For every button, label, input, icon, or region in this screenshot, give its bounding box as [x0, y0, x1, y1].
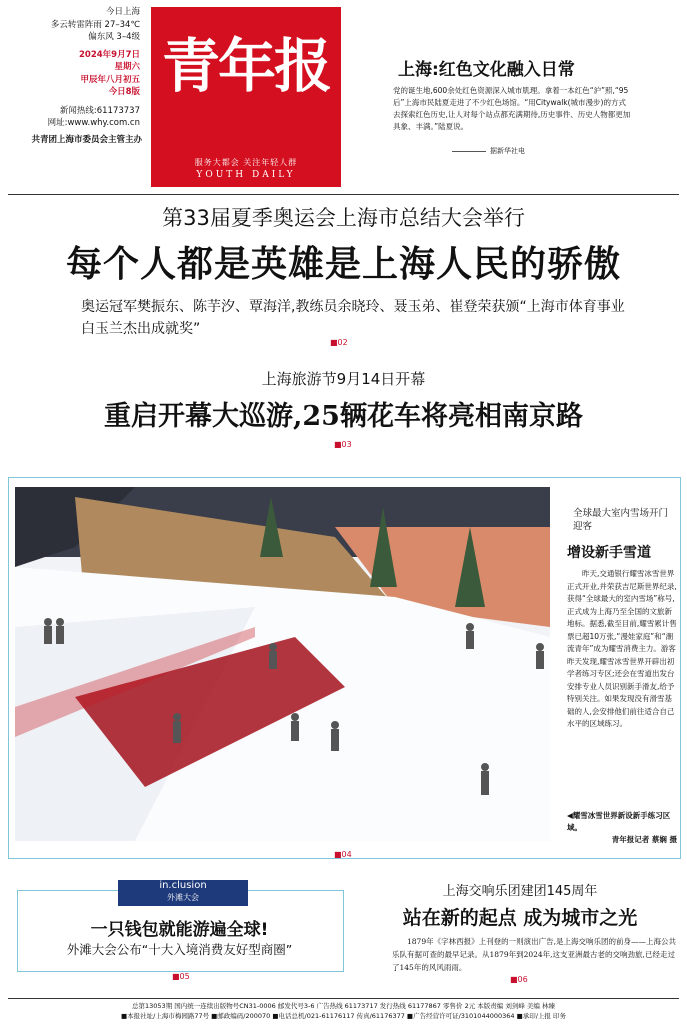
weather-city: 今日上海 [105, 7, 140, 17]
masthead-slogan: 服务大都会 关注年轻人群 [194, 158, 298, 167]
story1-page-ref[interactable]: ■02 [330, 338, 348, 347]
story3-headline: 增设新手雪道 [567, 545, 651, 561]
caption-text: ◀耀雪冰雪世界新设新手练习区域。 [567, 811, 671, 832]
weather-wind: 偏东风 3–4级 [88, 32, 140, 42]
weather-box [8, 6, 140, 146]
story3-body: 昨天,交通银行耀雪冰雪世界正式开业,并荣获吉尼斯世界纪录,获得“全球最大的室内雪场”称号,正式成为上海乃至全国的文旅新地标。据悉,截至目前,耀雪累计售票已超10万张,“漫娃家庭”和“潮流青年”成为耀雪消费主力。游客昨天发现,耀雪冰雪世界开辟出初学者练习专区;还会在雪道出发台安排专业人员识别新手滑友,给予特别关注。如果发现没有滑雪基础的人,会安排他们前往适合自己水平的区域练习。 [567, 569, 677, 728]
story1-deck: 奥运冠军樊振东、陈芋汐、覃海洋,教练员余晓玲、聂玉弟、崔登荣获颁“上海市体育事业白玉兰杰出成就奖” [81, 299, 625, 337]
issue-page-count: 今日8版 [108, 87, 140, 97]
story1-headline: 每个人都是英雄是上海人民的骄傲 [65, 244, 621, 285]
logo-line1: in.clusion [159, 880, 207, 891]
website: 网址:www.why.com.cn [47, 118, 140, 128]
story3-kicker: 全球最大室内雪场开门迎客 [573, 508, 669, 532]
story5-headline: 站在新的起点 成为城市之光 [402, 907, 638, 929]
teaser-headline: 上海:红色文化融入日常 [398, 60, 575, 80]
masthead-english: YOUTH DAILY [196, 170, 296, 180]
photo-caption [567, 810, 677, 846]
story5-body: 1879年《字林西报》上刊登的一则演出广告,是上海交响乐团的前身——上海公共乐队有据可查的最早记录。从1879年到2024年,这支亚洲最古老的交响劲旅,已经走过了145年的风风雨雨。 [392, 937, 676, 972]
footer-line1: 总第13053期 国内统一连续出版物号CN31-0006 邮发代号3-6 广告热线 61173717 发行热线 61177867 零售价 2元 本版责编 刘剑峰 美编 林臻 [132, 1002, 555, 1010]
story3-page-ref[interactable]: ■04 [334, 850, 352, 859]
story4-headline: 一只钱包就能游遍全球! [90, 920, 269, 940]
news-hotline: 新闻热线:61173737 [59, 105, 140, 116]
story2-page-ref[interactable]: ■03 [334, 440, 352, 449]
teaser-body: 党的诞生地,600余处红色资源深入城市肌理。拿着一本红色“沪”照,“95后”上海市民陆夏走进了不少红色场馆。“用Citywalk(城市漫步)的方式去探索红色历史,让人对每个站点都充满期待,历史事件、历史人物都更加具象、丰满。”陆夏说。 [393, 86, 631, 131]
issue-date: 2024年9月7日 [79, 49, 140, 60]
story5-page-ref[interactable]: ■06 [510, 975, 528, 984]
story1-kicker: 第33届夏季奥运会上海市总结大会举行 [162, 206, 525, 230]
divider [8, 194, 679, 195]
issue-weekday: 星期六 [114, 62, 140, 72]
weather-condition: 多云转雷阵雨 27–34℃ [50, 19, 140, 30]
logo-line2: 外滩大会 [167, 893, 199, 902]
story5-kicker: 上海交响乐团建团145周年 [442, 884, 598, 899]
footer-line2: ■本报社址/上海市梅园路77号 ■邮政编码/200070 ■电话总机/021-61176117 传真/61176377 ■广告经营许可证/3101044000364 ■承印/上报 印务 [120, 1012, 566, 1020]
publisher: 共青团上海市委员会主管主办 [31, 134, 142, 145]
story2-kicker: 上海旅游节9月14日开幕 [261, 370, 426, 388]
photo-credit: 青年报记者 蔡娴 摄 [611, 835, 677, 844]
inclusion-logo [118, 880, 248, 906]
ski-slope-photo [15, 487, 550, 841]
story2-headline: 重启开幕大巡游,25辆花车将亮相南京路 [104, 401, 583, 432]
ski-slope-illustration [15, 487, 550, 841]
story4-sub: 外滩大会公布“十大入境消费友好型商圈” [66, 942, 293, 957]
issue-lunar-date: 甲辰年八月初五 [80, 74, 140, 85]
teaser-source: 据新华社电 [452, 146, 525, 156]
footer [8, 998, 679, 1021]
masthead [151, 7, 341, 187]
masthead-title: 青年报 [161, 32, 330, 100]
story4-page-ref[interactable]: ■05 [172, 972, 190, 981]
